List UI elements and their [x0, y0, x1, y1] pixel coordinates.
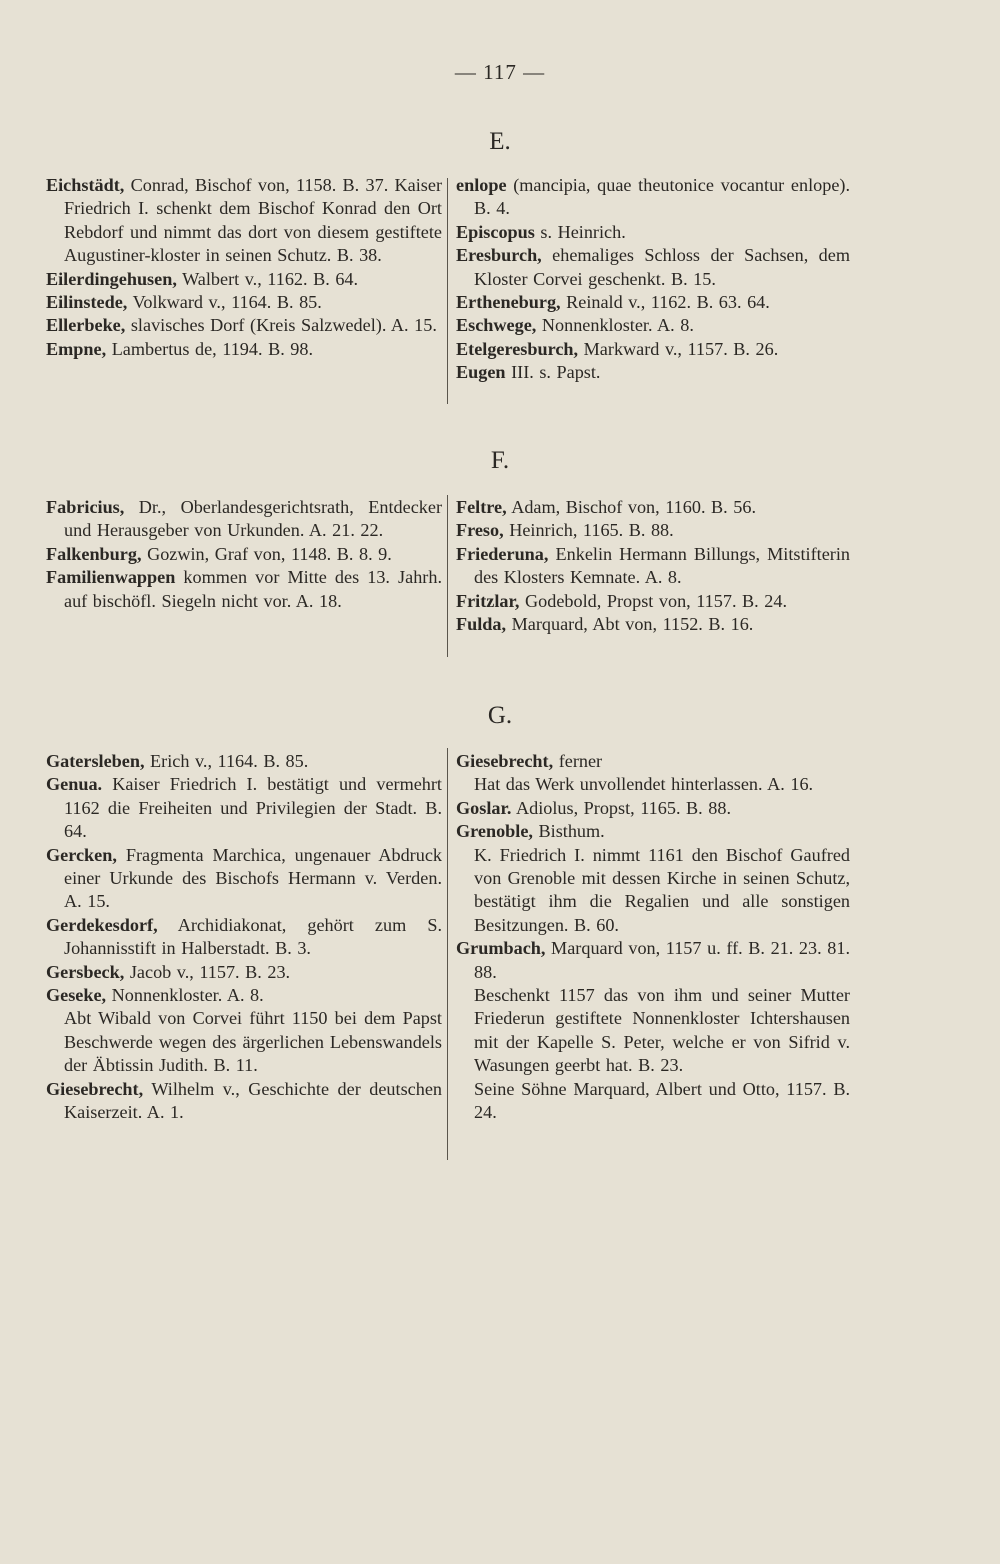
- section-letter-g: G.: [487, 702, 513, 729]
- index-entry: Giesebrecht, Wilhelm v., Geschichte der deutschen Kaiserzeit. A. 1.: [46, 1078, 442, 1123]
- column-divider: [447, 748, 448, 1160]
- index-entry: Eichstädt, Conrad, Bischof von, 1158. B. 37. Kaiser Friedrich I. schenkt dem Bischof Konrad den Ort Rebdorf und nimmt das dort von diesem gestiftete Augustiner-kloster in seinen Schutz. B. 38.: [46, 175, 442, 266]
- page-number: — 117 —: [454, 60, 546, 84]
- index-subentry: Abt Wibald von Corvei führt 1150 bei dem Papst Beschwerde wegen des ärgerlichen Lebenswandels der Äbtissin Judith. B. 11.: [64, 1008, 442, 1076]
- index-entry: Freso, Heinrich, 1165. B. 88.: [456, 520, 674, 541]
- index-entry: Gerdekesdorf, Archidiakonat, gehört zum S. Johannisstift in Halberstadt. B. 3.: [46, 914, 442, 959]
- index-entry: Genua. Kaiser Friedrich I. bestätigt und vermehrt 1162 die Freiheiten und Privilegien der Stadt. B. 64.: [46, 774, 442, 842]
- index-entry: Ellerbeke, slavisches Dorf (Kreis Salzwedel). A. 15.: [46, 315, 437, 336]
- index-entry: Eilerdingehusen, Walbert v., 1162. B. 64.: [46, 268, 359, 289]
- section-f-right-column: [456, 496, 850, 636]
- index-entry: enlope (mancipia, quae theutonice vocantur enlope). B. 4.: [456, 175, 850, 219]
- index-entry: Feltre, Adam, Bischof von, 1160. B. 56.: [456, 497, 756, 517]
- index-entry: Fritzlar, Godebold, Propst von, 1157. B. 24.: [456, 590, 788, 611]
- column-divider: [447, 495, 448, 657]
- index-entry: Gersbeck, Jacob v., 1157. B. 23.: [46, 961, 291, 982]
- index-entry: Grumbach, Marquard von, 1157 u. ff. B. 21. 23. 81. 88.: [456, 938, 850, 982]
- index-entry: Falkenburg, Gozwin, Graf von, 1148. B. 8. 9.: [46, 543, 392, 564]
- section-e-right-column: [456, 174, 850, 385]
- section-g-right-column: [456, 750, 850, 1125]
- index-subentry: Seine Söhne Marquard, Albert und Otto, 1157. B. 24.: [474, 1078, 850, 1123]
- index-subentry: Hat das Werk unvollendet hinterlassen. A. 16.: [474, 774, 814, 795]
- index-entry: Eugen III. s. Papst.: [456, 362, 601, 383]
- index-subentry: K. Friedrich I. nimmt 1161 den Bischof Gaufred von Grenoble mit dessen Kirche in seinen Schutz, bestätigt ihm die Regalien und alle sonstigen Besitzungen. B. 60.: [474, 844, 850, 935]
- index-entry: Eresburch, ehemaliges Schloss der Sachsen, dem Kloster Corvei geschenkt. B. 15.: [456, 245, 850, 289]
- section-e-left-column: [46, 174, 442, 361]
- index-entry: Friederuna, Enkelin Hermann Billungs, Mitstifterin des Klosters Kemnate. A. 8.: [456, 543, 850, 588]
- index-entry: Etelgeresburch, Markward v., 1157. B. 26.: [456, 338, 779, 359]
- section-letter-e: E.: [489, 128, 511, 155]
- index-entry: Gercken, Fragmenta Marchica, ungenauer Abdruck einer Urkunde des Bischofs Hermann v. Verden. A. 15.: [46, 844, 442, 912]
- index-entry: Goslar. Adiolus, Propst, 1165. B. 88.: [456, 797, 731, 818]
- section-letter-f: F.: [490, 447, 510, 474]
- index-entry: Geseke, Nonnenkloster. A. 8.: [46, 985, 264, 1006]
- index-entry: Eschwege, Nonnenkloster. A. 8.: [456, 315, 694, 336]
- index-entry: Grenoble, Bisthum.: [456, 821, 605, 842]
- index-entry: Ertheneburg, Reinald v., 1162. B. 63. 64.: [456, 292, 770, 313]
- section-f-left-column: [46, 496, 442, 613]
- index-entry: Familienwappen kommen vor Mitte des 13. Jahrh. auf bischöfl. Siegeln nicht vor. A. 18.: [46, 567, 442, 611]
- index-entry: Giesebrecht, ferner: [456, 751, 603, 771]
- index-entry: Episcopus s. Heinrich.: [456, 221, 626, 242]
- section-g-left-column: [46, 750, 442, 1125]
- index-entry: Fabricius, Dr., Oberlandesgerichtsrath, Entdecker und Herausgeber von Urkunden. A. 21. 22.: [46, 497, 442, 541]
- index-subentry: Beschenkt 1157 das von ihm und seiner Mutter Friederun gestiftete Nonnenkloster Ichtershausen mit der Kapelle S. Peter, welche er von Sifrid v. Wasungen geerbt hat. B. 23.: [474, 985, 850, 1076]
- column-divider: [447, 178, 448, 404]
- index-entry: Empne, Lambertus de, 1194. B. 98.: [46, 338, 314, 359]
- index-entry: Eilinstede, Volkward v., 1164. B. 85.: [46, 292, 322, 313]
- index-entry: Fulda, Marquard, Abt von, 1152. B. 16.: [456, 614, 754, 635]
- index-entry: Gatersleben, Erich v., 1164. B. 85.: [46, 751, 309, 771]
